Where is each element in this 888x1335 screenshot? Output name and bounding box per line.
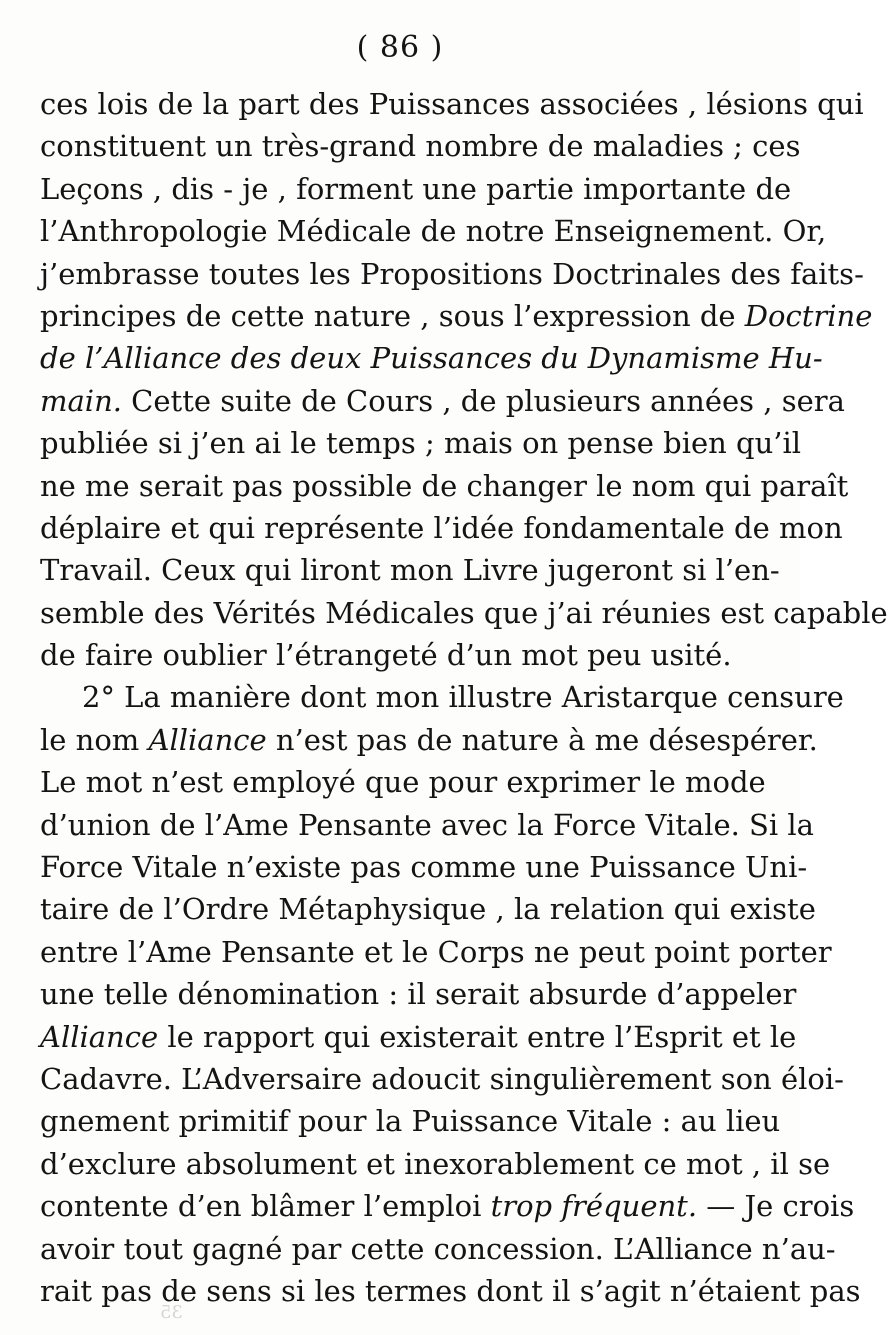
- text-run: principes de cette nature , sous l’expression de: [40, 298, 745, 333]
- text-line: [40, 210, 827, 252]
- text-line: [40, 168, 792, 210]
- text-line: [40, 592, 888, 634]
- text-run: constituent un très-grand nombre de maladies ; ces: [40, 129, 801, 164]
- text-line: [40, 931, 832, 973]
- text-line: [40, 380, 845, 422]
- text-run: ne me serait pas possible de changer le nom qui paraît: [40, 468, 849, 503]
- italic-run: de l’Alliance des deux Puissances du Dynamisme Hu-: [40, 341, 823, 376]
- text-line: [40, 295, 873, 337]
- text-run: Cette suite de Cours , de plusieurs années , sera: [121, 383, 845, 418]
- text-run: j’embrasse toutes les Propositions Doctrinales des faits-: [40, 256, 864, 291]
- text-line: [40, 973, 797, 1015]
- text-run: d’exclure absolument et inexorablement ce mot , il se: [40, 1146, 831, 1181]
- text-line: [40, 1100, 781, 1142]
- text-run: 2° La manière dont mon illustre Aristarque censure: [82, 680, 844, 715]
- text-run: Leçons , dis - je , forment une partie importante de: [40, 171, 792, 206]
- text-line: [40, 634, 762, 676]
- body-text: [40, 83, 888, 1312]
- text-run: le rapport qui existerait entre l’Esprit et le: [158, 1019, 797, 1054]
- text-run: publiée si j’en ai le temps ; mais on pense bien qu’il: [40, 426, 802, 461]
- text-line: [40, 507, 843, 549]
- text-line: [40, 888, 816, 930]
- italic-run: Alliance: [148, 722, 267, 757]
- text-line: [40, 719, 818, 761]
- text-run: gnement primitif pour la Puissance Vitale : au lieu: [40, 1104, 781, 1139]
- text-run: l’Anthropologie Médicale de notre Enseignement. Or,: [40, 214, 827, 249]
- text-run: déplaire et qui représente l’idée fondamentale de mon: [40, 510, 843, 545]
- text-line: [40, 337, 823, 379]
- text-line: [40, 1228, 836, 1270]
- text-run: n’est pas de nature à me désespérer.: [266, 722, 818, 757]
- text-line: [40, 846, 808, 888]
- text-line: [40, 761, 766, 803]
- text-line: [40, 125, 801, 167]
- text-line: [40, 1185, 855, 1227]
- text-run: avoir tout gagné par cette concession. L’Alliance n’au-: [40, 1231, 836, 1266]
- text-line: [40, 465, 849, 507]
- text-run: Cadavre. L’Adversaire adoucit singulièrement son éloi-: [40, 1061, 844, 1096]
- text-run: semble des Vérités Médicales que j’ai réunies est capable: [40, 595, 888, 630]
- text-line: [40, 422, 802, 464]
- page-number: ( 86 ): [356, 30, 444, 65]
- text-run: le nom: [40, 722, 149, 757]
- text-run: — Je crois: [697, 1189, 855, 1224]
- text-line: [40, 253, 864, 295]
- text-run: rait pas de sens si les termes dont il s’agit n’étaient pas: [40, 1273, 861, 1308]
- bleed-through-mark: 35: [160, 1302, 183, 1323]
- text-run: taire de l’Ordre Métaphysique , la relation qui existe: [40, 892, 816, 927]
- italic-run: main.: [40, 383, 122, 418]
- text-run: une telle dénomination : il serait absurde d’appeler: [40, 977, 797, 1012]
- text-run: ces lois de la part des Puissances associées , lésions qui: [40, 87, 864, 121]
- text-run: d’union de l’Ame Pensante avec la Force Vitale. Si la: [40, 807, 814, 842]
- text-run: entre l’Ame Pensante et le Corps ne peut point porter: [40, 934, 832, 969]
- text-line: [40, 1143, 831, 1185]
- italic-run: Doctrine: [744, 298, 873, 333]
- text-run: Travail. Ceux qui liront mon Livre jugeront si l’en-: [40, 553, 780, 588]
- text-line: [40, 549, 780, 591]
- italic-run: trop fréquent.: [490, 1189, 698, 1224]
- text-line: [40, 676, 844, 718]
- text-line: [40, 1058, 844, 1100]
- text-line: [40, 804, 814, 846]
- italic-run: Alliance: [40, 1019, 159, 1054]
- text-run: contente d’en blâmer l’emploi: [40, 1189, 491, 1224]
- text-line: [40, 83, 864, 125]
- text-run: de faire oublier l’étrangeté d’un mot peu usité.: [40, 638, 732, 673]
- text-run: Force Vitale n’existe pas comme une Puissance Uni-: [40, 850, 808, 885]
- text-line: [40, 1270, 861, 1312]
- text-run: Le mot n’est employé que pour exprimer le mode: [40, 765, 766, 800]
- text-line: [40, 1016, 797, 1058]
